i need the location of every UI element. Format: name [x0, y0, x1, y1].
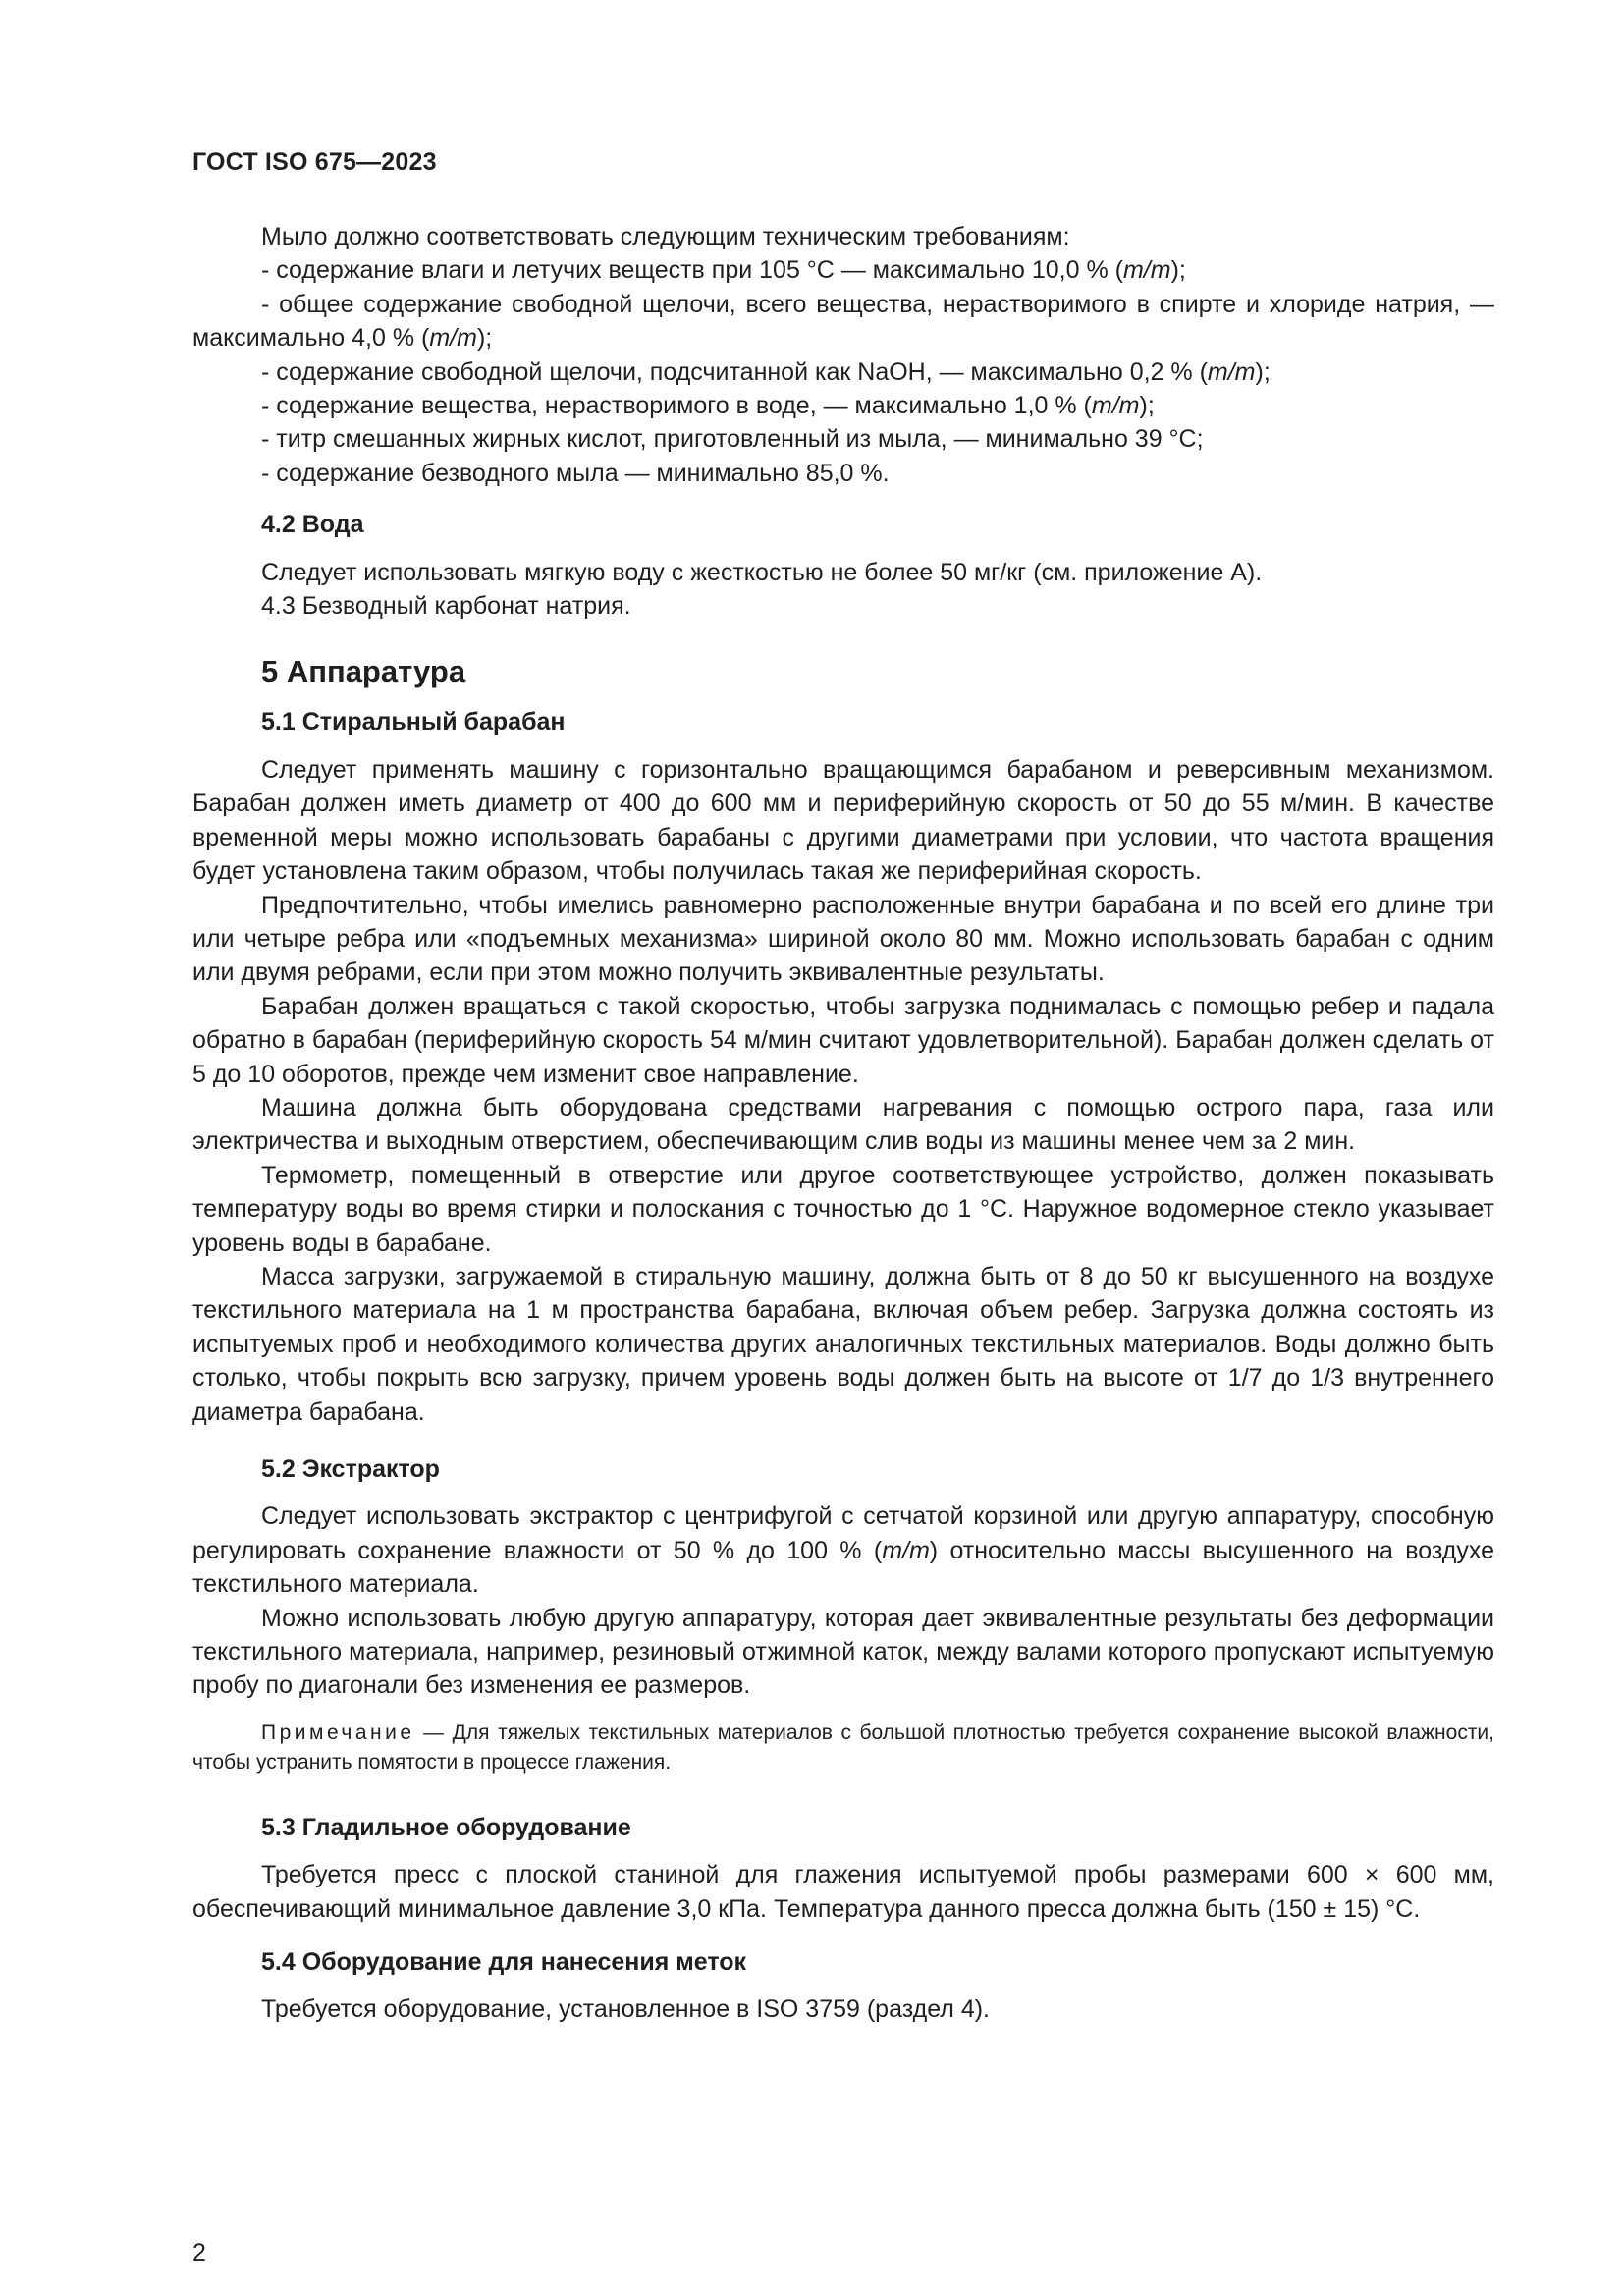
- note-label: Примечание: [261, 1721, 415, 1744]
- requirement-item: - общее содержание свободной щелочи, всего вещества, нерастворимого в спирте и хлориде натрия, — максимально 4,0 % (m/m);: [192, 290, 1494, 353]
- note-text: — Для тяжелых текстильных материалов с большой плотностью требуется сохранение высокой влажности, чтобы устранить помятости в процессе глажения.: [192, 1721, 1494, 1774]
- paragraph: Следует использовать экстрактор с центрифугой с сетчатой корзиной или другую аппаратуру, способную регулировать сохранение влажности от 50 % до 100 % (m/m) относительно массы высушенного на воздухе текстильного материала.: [192, 1503, 1494, 1599]
- requirement-item: - содержание вещества, нерастворимого в воде, — максимально 1,0 % (m/m);: [261, 392, 1155, 420]
- section-4-3-item: 4.3 Безводный карбонат натрия.: [261, 592, 631, 621]
- section-heading-5: 5 Аппаратура: [261, 654, 466, 689]
- paragraph: Требуется пресс с плоской станиной для глажения испытуемой пробы размерами 600 × 600 мм, обеспечивающий минимальное давление 3,0 кПа. Температура данного пресса должна быть (150 ± 15) °C.: [192, 1861, 1494, 1923]
- paragraph: Следует применять машину с горизонтально вращающимся барабаном и реверсивным механизмом. Барабан должен иметь диаметр от 400 до 600 мм и периферийную скорость от 50 до 55 м/мин. В качестве временной меры можно использовать барабаны с другими диаметрами при условии, что частота вращения будет установлена таким образом, чтобы получилась такая же периферийная скорость.: [192, 755, 1494, 886]
- paragraph: Термометр, помещенный в отверстие или другое соответствующее устройство, должен показывать температуру воды во время стирки и полоскания с точностью до 1 °C. Наружное водомерное стекло указывает уровень воды в барабане.: [192, 1161, 1494, 1257]
- section-heading-4-2: 4.2 Вода: [261, 511, 364, 539]
- section-heading-5-2: 5.2 Экстрактор: [261, 1455, 440, 1483]
- section-4-2-text: Следует использовать мягкую воду с жесткостью не более 50 мг/кг (см. приложение А).: [261, 558, 1263, 586]
- paragraph: Барабан должен вращаться с такой скоростью, чтобы загрузка поднималась с помощью ребер и падала обратно в барабан (периферийную скорость 54 м/мин считают удовлетворительной). Барабан должен сделать от 5 до 10 оборотов, прежде чем изменит свое направление.: [192, 992, 1494, 1088]
- paragraph: Предпочтительно, чтобы имелись равномерно расположенные внутри барабана и по всей его длине три или четыре ребра или «подъемных механизма» шириной около 80 мм. Можно использовать барабан с одним или двумя ребрами, если при этом можно получить эквивалентные результаты.: [192, 891, 1494, 987]
- paragraph: Масса загрузки, загружаемой в стиральную машину, должна быть от 8 до 50 кг высушенного на воздухе текстильного материала на 1 м пространства барабана, включая объем ребер. Загрузка должна состоять из испытуемых проб и необходимого количества других аналогичных текстильных материалов. Воды должно быть столько, чтобы покрыть всю загрузку, причем уровень воды должен быть на высоте от 1/7 до 1/3 внутреннего диаметра барабана.: [192, 1262, 1494, 1426]
- page-number: 2: [192, 2239, 206, 2267]
- requirements-lead: Мыло должно соответствовать следующим техническим требованиям:: [261, 223, 1070, 250]
- requirement-item: - содержание влаги и летучих веществ при 105 °C — максимально 10,0 % (m/m);: [261, 256, 1186, 285]
- note: [192, 1719, 1494, 1777]
- paragraph: Машина должна быть оборудована средствами нагревания с помощью острого пара, газа или электричества и выходным отверстием, обеспечивающим слив воды из машины менее чем за 2 мин.: [192, 1093, 1494, 1156]
- requirement-item: - содержание безводного мыла — минимально 85,0 %.: [261, 459, 890, 487]
- requirement-item: - содержание свободной щелочи, подсчитанной как NaOH, — максимально 0,2 % (m/m);: [261, 357, 1271, 386]
- section-heading-5-4: 5.4 Оборудование для нанесения меток: [261, 1948, 747, 1977]
- section-heading-5-1: 5.1 Стиральный барабан: [261, 708, 566, 737]
- paragraph: Можно использовать любую другую аппаратуру, которая дает эквивалентные результаты без деформации текстильного материала, например, резиновый отжимной каток, между валами которого пропускают испытуемую пробу по диагонали без изменения ее размеров.: [192, 1604, 1494, 1700]
- document-header: ГОСТ ISO 675—2023: [192, 148, 437, 176]
- section-heading-5-3: 5.3 Гладильное оборудование: [261, 1813, 631, 1841]
- paragraph: Требуется оборудование, установленное в ISO 3759 (раздел 4).: [261, 1995, 990, 2024]
- requirement-item: - титр смешанных жирных кислот, приготовленный из мыла, — минимально 39 °C;: [261, 425, 1204, 454]
- document-body: [192, 220, 1494, 2027]
